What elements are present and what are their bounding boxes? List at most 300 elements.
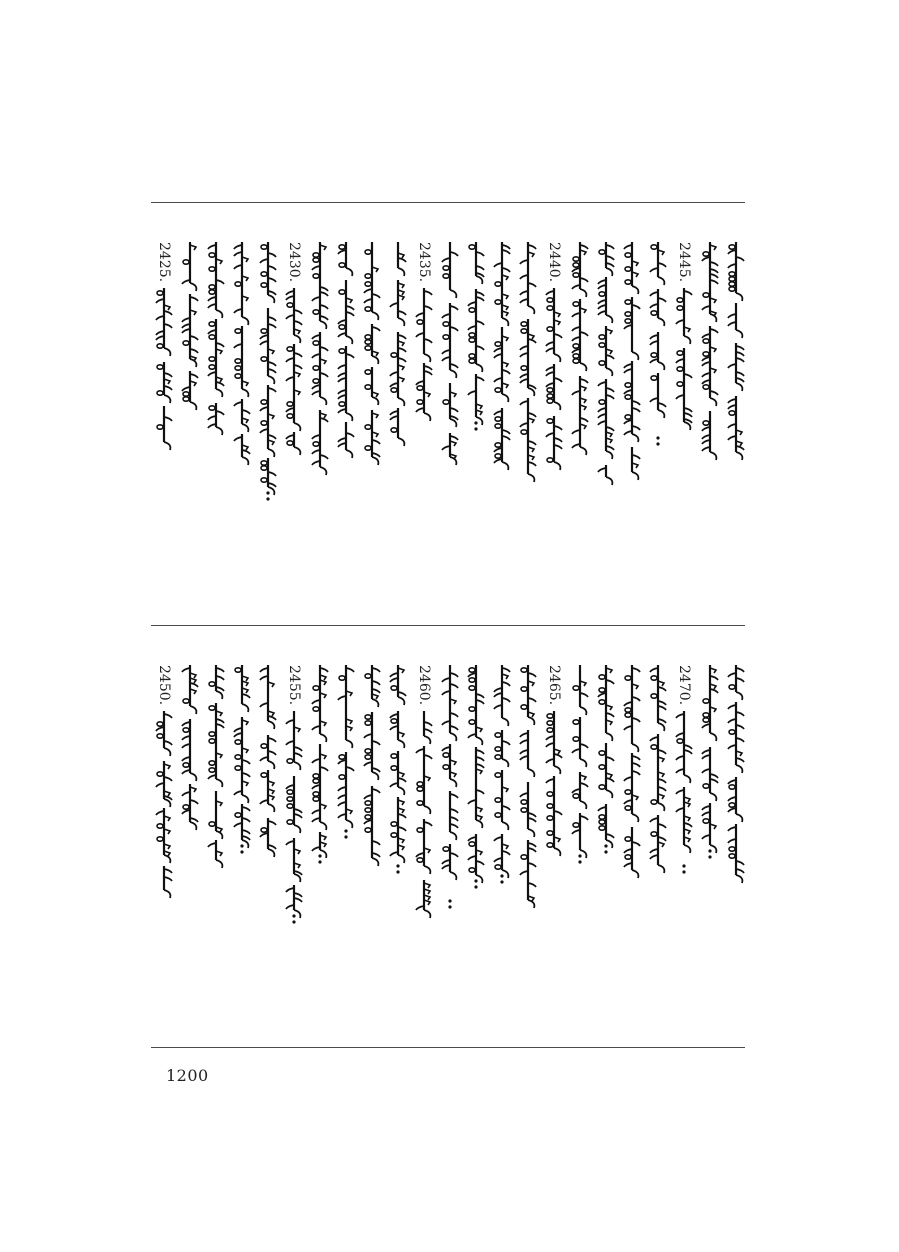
script-tail [346,820,352,828]
script-stroke [546,779,554,783]
script-loop [365,801,371,805]
script-tail [216,389,222,397]
script-stroke [650,849,658,853]
script-stroke [606,395,614,399]
script-loop [417,787,423,791]
script-tail [710,733,716,741]
script-stroke [372,681,380,685]
script-stroke [728,719,736,723]
script-loop [365,715,371,719]
script-stroke [372,351,378,356]
mongolian-script-line [360,665,384,870]
script-stroke [736,352,744,356]
script-loop [547,816,553,820]
script-loop [287,820,293,824]
script-loop [703,699,709,703]
script-stroke [572,830,580,834]
script-tail [710,398,716,406]
script-stroke [242,781,248,786]
script-loop [157,722,163,726]
script-stroke [580,332,588,336]
script-stroke [416,408,424,412]
script-loop [365,250,371,254]
mongolian-script-line [204,665,228,860]
script-loop [365,828,371,832]
script-stroke [606,720,612,725]
script-loop [573,302,579,306]
script-tail [476,737,482,745]
script-loop [651,311,657,315]
script-loop [469,338,475,342]
mongolian-script-line [594,242,618,477]
script-tail [502,870,508,878]
script-loop [235,282,241,286]
script-stroke [528,462,536,466]
script-stroke [632,463,638,468]
script-stroke [606,432,612,437]
script-loop [625,395,631,399]
script-stroke [546,743,554,747]
script-stroke [190,689,196,694]
script-stroke [286,435,294,439]
script-stroke [424,339,432,343]
script-stroke [502,370,510,374]
script-stroke [650,818,658,822]
script-stroke [632,408,640,412]
script-stroke [728,322,736,326]
script-tail [242,317,248,325]
script-stroke [502,698,510,702]
script-loop [729,277,735,281]
script-loop [729,847,735,851]
script-loop [495,424,501,428]
script-stroke [476,410,482,415]
script-stroke [658,687,666,691]
mongolian-script-line [282,711,306,910]
script-stroke [502,436,510,440]
script-loop [729,282,735,286]
script-stroke [242,694,250,698]
script-stroke [346,767,354,771]
script-tail [658,410,664,418]
script-loop [521,366,527,370]
script-stroke [260,757,268,761]
script-stroke [476,694,484,698]
script-loop [547,306,553,310]
script-loop [495,300,501,304]
script-stroke [372,432,378,437]
script-stroke [294,310,302,314]
script-tail [320,467,326,475]
script-stroke [598,382,606,386]
script-stroke [234,791,242,795]
script-loop [547,458,553,462]
script-stroke [260,800,268,804]
script-stroke [606,713,614,717]
script-loop [651,676,657,680]
script-stroke [208,843,216,847]
script-stroke [520,374,528,378]
script-stroke [164,741,172,745]
script-stroke [736,346,744,350]
script-stroke [398,814,406,818]
script-stroke [164,305,170,310]
script-stroke [268,349,274,354]
script-stroke [710,824,716,829]
script-loop [521,808,527,812]
script-stroke [528,813,536,817]
mongolian-script-line [594,665,618,840]
script-stroke [294,893,302,897]
script-stroke [658,701,666,705]
script-loop [599,765,605,769]
script-stroke [450,364,458,368]
script-stroke [398,335,406,339]
script-stroke [424,895,430,900]
script-stroke [572,391,580,395]
script-stroke [528,673,536,677]
script-stroke [320,292,328,296]
script-stroke [702,769,710,773]
script-stroke [234,245,242,249]
script-loop [495,747,501,751]
script-stroke [424,722,432,726]
script-stroke [208,416,216,420]
script-loop [703,819,709,823]
script-stroke [164,386,172,390]
script-stroke [736,358,744,362]
script-loop [209,253,215,257]
script-loop [677,306,683,310]
punctuation-dot [500,880,503,883]
script-stroke [476,850,482,855]
script-stroke [476,292,484,296]
script-stroke [658,403,666,407]
script-stroke [520,401,528,405]
script-loop [547,792,553,796]
script-stroke [650,292,658,296]
script-loop [703,718,709,722]
script-stroke [658,681,664,686]
script-stroke [164,373,172,377]
script-stroke [494,263,502,267]
script-loop [183,805,189,809]
script-loop [521,800,527,804]
script-loop [625,253,631,257]
script-stroke [476,346,484,350]
mongolian-script-line [516,665,540,900]
script-stroke [286,741,294,745]
script-stroke [312,450,320,454]
script-stroke [502,362,508,367]
script-loop [391,822,397,826]
script-loop [391,766,397,770]
script-stroke [624,800,632,804]
script-stroke [398,845,404,850]
mongolian-script-line [620,665,644,870]
script-stroke [416,853,424,857]
mongolian-script-line [386,665,410,860]
script-loop [313,686,319,690]
script-loop [625,267,631,271]
script-stroke [320,835,326,840]
script-tail [164,395,170,403]
script-loop [209,365,215,369]
script-stroke [658,719,666,723]
script-loop [157,734,163,738]
script-stroke [268,789,274,794]
script-tail [658,277,664,285]
script-tail [710,452,716,460]
script-loop [417,858,423,862]
script-loop [209,739,215,743]
script-stroke [494,688,502,692]
script-stroke [416,313,424,317]
script-stroke [468,734,476,738]
verse-number: 2465. [546,665,562,706]
script-stroke [338,390,346,394]
script-stroke [190,818,198,822]
script-stroke [632,684,638,689]
script-stroke [234,733,242,737]
script-stroke [424,883,430,888]
script-stroke [598,305,606,309]
mongolian-script-line [334,665,358,825]
script-stroke [632,455,640,459]
mongolian-script-line [542,711,566,860]
mongolian-script-line [698,242,722,452]
script-tail [242,704,248,712]
script-loop [625,708,631,712]
script-tail [450,419,456,427]
script-stroke [268,388,276,392]
script-stroke [372,453,380,457]
script-stroke [320,413,326,418]
script-stroke [320,373,328,377]
script-loop [313,792,319,796]
script-loop [729,803,735,807]
script-tail [372,699,378,707]
script-tail [424,910,430,918]
script-stroke [424,848,430,853]
script-stroke [572,268,580,272]
script-loop [261,400,267,404]
script-stroke [494,348,502,352]
verse-number: 2445. [676,242,692,283]
script-stroke [494,837,502,841]
script-stroke [294,372,300,377]
script-stroke [528,843,536,847]
script-stroke [624,777,632,781]
script-stroke [338,409,346,413]
script-stroke [606,757,614,761]
script-stroke [494,705,502,709]
script-loop [651,694,657,698]
script-stroke [312,266,320,270]
script-stroke [468,673,476,677]
script-loop [651,745,657,749]
script-stroke [650,335,658,339]
script-stroke [736,446,744,450]
script-tail [580,289,586,297]
script-stroke [710,280,718,284]
script-stroke [320,675,326,680]
script-stroke [676,790,684,794]
script-loop [599,688,605,692]
mongolian-script-line [386,242,410,442]
script-loop [703,784,709,788]
script-loop [573,354,579,358]
script-loop [495,733,501,737]
script-stroke [156,316,164,320]
script-stroke [528,283,536,287]
script-stroke [338,787,346,791]
script-stroke [624,369,632,373]
script-loop [235,813,241,817]
script-stroke [572,285,580,289]
script-stroke [702,362,710,366]
script-stroke [320,767,328,771]
script-tail [684,775,690,783]
script-stroke [234,823,242,827]
script-stroke [658,794,664,799]
script-stroke [442,446,450,450]
script-stroke [572,349,580,353]
script-loop [729,854,735,858]
script-loop [157,824,163,828]
script-stroke [294,849,300,854]
script-tail [736,293,742,301]
script-stroke [554,749,560,754]
script-tail [216,779,222,787]
script-stroke [242,276,248,281]
script-stroke [450,416,458,420]
script-stroke [546,759,554,763]
script-tail [606,790,612,798]
script-loop [183,392,189,396]
script-loop [599,751,605,755]
script-stroke [312,297,320,301]
script-loop [573,823,579,827]
script-stroke [476,377,484,381]
mongolian-script-line [152,288,176,442]
script-stroke [182,329,190,333]
script-stroke [216,349,222,354]
punctuation-dot [292,920,295,923]
script-stroke [338,373,346,377]
script-stroke [208,297,216,301]
script-tail [658,362,664,370]
script-stroke [450,436,458,440]
script-stroke [398,258,406,262]
script-stroke [398,253,404,258]
script-stroke [294,809,302,813]
script-stroke [520,871,528,875]
script-stroke [494,459,502,463]
script-loop [443,400,449,404]
script-tail [736,692,742,700]
script-stroke [710,707,716,712]
punctuation-dot [344,829,347,832]
script-stroke [338,814,346,818]
script-stroke [580,308,586,313]
script-stroke [242,450,250,454]
script-stroke [520,260,528,264]
script-stroke [736,372,744,376]
script-stroke [320,680,326,685]
mongolian-script-line [464,242,488,417]
script-loop [365,749,371,753]
script-loop [521,705,527,709]
script-tail [658,865,664,873]
script-stroke [294,321,302,325]
script-stroke [528,385,536,389]
script-loop [339,775,345,779]
script-stroke [286,841,294,845]
script-stroke [312,385,320,389]
script-stroke [320,754,326,759]
punctuation-dot [474,421,477,424]
script-stroke [190,349,198,353]
script-stroke [684,750,692,754]
script-stroke [164,324,172,328]
script-stroke [736,378,744,382]
script-stroke [268,324,276,328]
script-loop [443,266,449,270]
script-stroke [450,392,456,397]
script-tail [268,487,274,495]
script-stroke [468,800,476,804]
script-stroke [702,724,710,728]
script-tail [372,397,378,405]
script-loop [391,388,397,392]
page-number: 1200 [166,1066,209,1085]
script-loop [339,290,345,294]
script-stroke [676,808,684,812]
script-tail [398,398,404,406]
script-loop [287,759,293,763]
script-tail [268,449,274,457]
script-tail [528,769,534,777]
script-stroke [424,776,430,781]
script-stroke [580,278,588,282]
script-stroke [364,289,372,293]
script-stroke [312,461,320,465]
script-loop [313,310,319,314]
script-stroke [398,311,406,315]
script-loop [703,339,709,343]
mongolian-script-line [542,288,566,462]
script-loop [287,441,293,445]
verse-number: 2425. [156,242,172,283]
script-loop [209,732,215,736]
script-stroke [650,359,658,363]
script-tail [528,388,534,396]
script-stroke [424,755,432,759]
script-stroke [450,772,456,777]
script-stroke [658,706,666,710]
script-stroke [268,821,276,825]
script-tail [580,801,586,809]
script-stroke [606,256,614,260]
verse-number: 2455. [286,665,302,706]
script-stroke [502,430,510,434]
script-stroke [312,391,320,395]
script-tail [502,318,508,326]
script-stroke [450,441,456,446]
script-stroke [502,311,508,316]
script-stroke [676,395,684,399]
